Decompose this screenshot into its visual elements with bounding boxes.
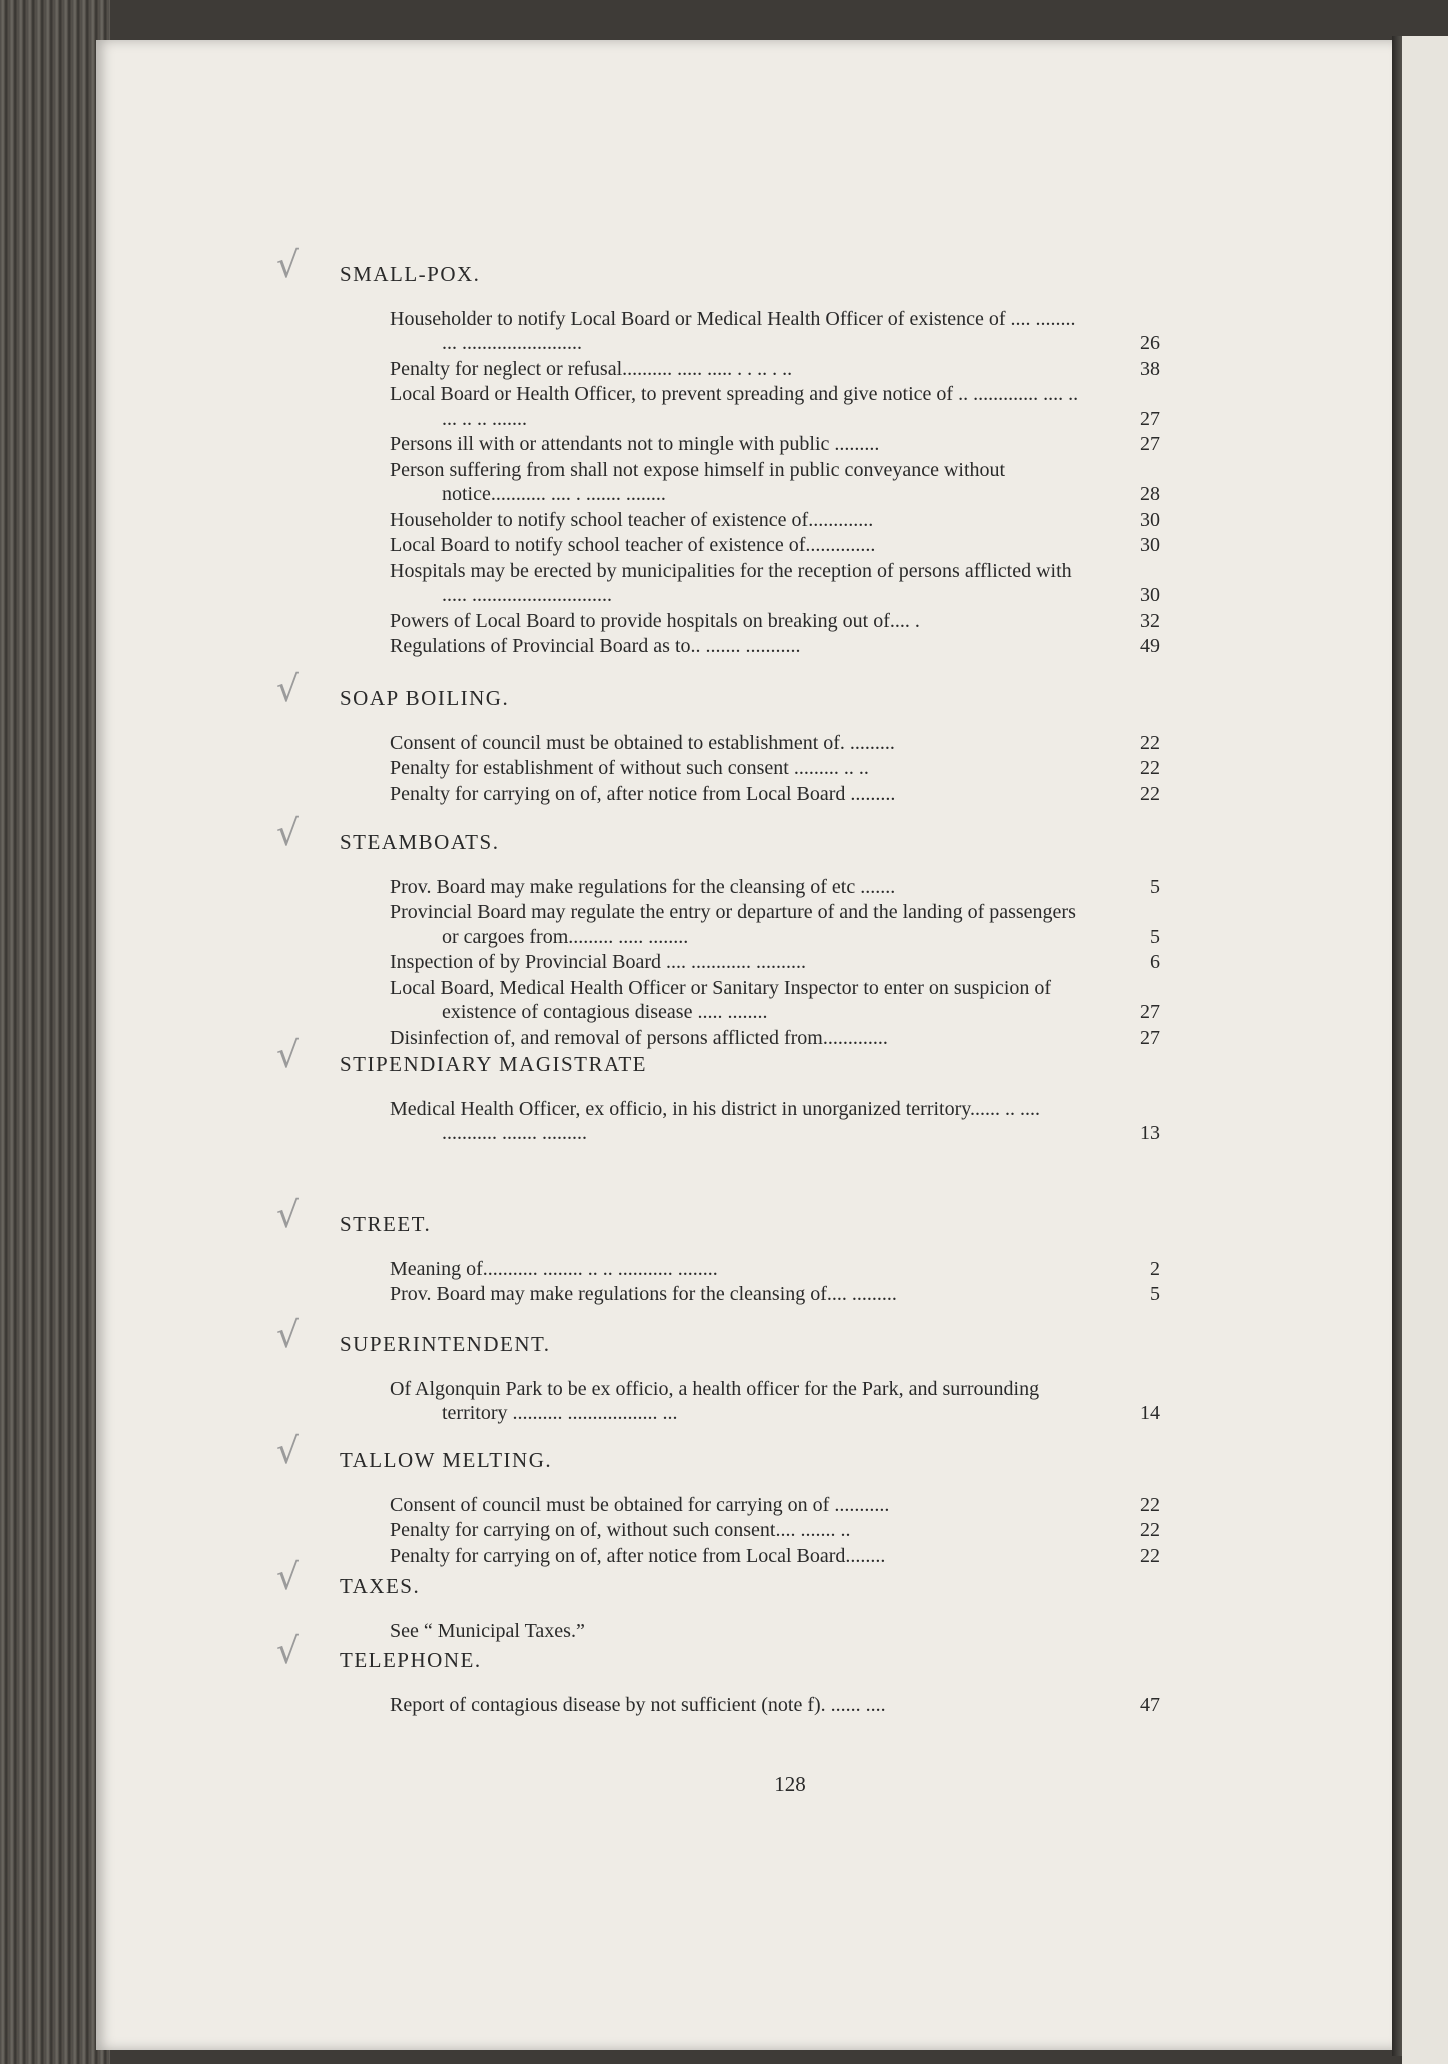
entry-page-number: 26: [1140, 332, 1160, 354]
entry-text: Regulations of Provincial Board as to.. ....... ...........: [390, 635, 801, 657]
index-entry: [390, 782, 1160, 807]
page-gutter: [1392, 36, 1402, 2056]
index-entry: [390, 1518, 1160, 1543]
entry-page-number: 22: [1140, 1493, 1160, 1516]
entry-page-number: 22: [1140, 782, 1160, 805]
entry-text: See “ Municipal Taxes.”: [390, 1619, 585, 1642]
entry-page-number: 28: [1140, 483, 1160, 505]
entry-text: Householder to notify Local Board or Medical Health Officer of existence of .... ........ ... ........................: [390, 307, 1076, 354]
index-entry: [390, 634, 1160, 659]
entry-text: Person suffering from shall not expose himself in public conveyance without notice........... .... . ....... ........: [390, 458, 1006, 505]
index-entry: [390, 875, 1160, 900]
entry-page-number: 32: [1140, 609, 1160, 632]
entry-page-number: 22: [1140, 731, 1160, 754]
page-number: 128: [774, 1772, 806, 1796]
entry-page-number: 30: [1140, 508, 1160, 531]
entry-list: [340, 1257, 1160, 1307]
index-section: [276, 1631, 1160, 1718]
entry-page-number: 2: [1150, 1257, 1160, 1280]
entry-list: [340, 1619, 1160, 1644]
index-entry: [390, 432, 1160, 457]
entry-text: Householder to notify school teacher of existence of.............: [390, 508, 874, 531]
index-entry: [390, 357, 1160, 382]
check-mark-icon: √: [276, 1035, 299, 1076]
entry-text: Local Board or Health Officer, to prevent spreading and give notice of .. ............. .... .. ... .. .. .......: [390, 383, 1079, 430]
index-entry: [390, 533, 1160, 558]
index-entry: [390, 1544, 1160, 1569]
index-entry: [390, 1693, 1160, 1718]
index-section: [276, 669, 1160, 807]
index-entry: [390, 1619, 1160, 1644]
entry-text: Persons ill with or attendants not to mingle with public .........: [390, 433, 880, 455]
entry-page-number: 27: [1140, 433, 1160, 455]
index-entry: [390, 1097, 1160, 1146]
section-heading: TAXES.: [340, 1574, 421, 1598]
facing-page-edge: [1402, 36, 1448, 2064]
entry-text: Prov. Board may make regulations for the cleansing of etc .......: [390, 875, 896, 898]
section-heading: TALLOW MELTING.: [340, 1448, 553, 1472]
entry-text: Disinfection of, and removal of persons afflicted from.............: [390, 1026, 888, 1049]
entry-page-number: 27: [1140, 1026, 1160, 1049]
index-entry: [390, 1493, 1160, 1518]
index-entry: [390, 458, 1160, 507]
entry-page-number: 22: [1140, 757, 1160, 779]
index-section: [276, 245, 1160, 660]
entry-text: Local Board to notify school teacher of existence of..............: [390, 534, 876, 556]
entry-page-number: 5: [1150, 875, 1160, 898]
index-entry: [390, 731, 1160, 756]
index-entry: [390, 609, 1160, 634]
entry-page-number: 27: [1140, 1001, 1160, 1023]
entry-list: [340, 1377, 1160, 1426]
check-mark-icon: √: [276, 1315, 299, 1356]
index-entry: [390, 307, 1160, 356]
section-heading: STIPENDIARY MAGISTRATE: [340, 1052, 647, 1076]
index-entry: [390, 559, 1160, 608]
entry-text: Hospitals may be erected by municipalities for the reception of persons afflicted with ..... ............................: [390, 559, 1072, 606]
entry-list: [340, 731, 1160, 807]
index-entry: [390, 900, 1160, 949]
entry-text: Consent of council must be obtained for carrying on of ...........: [390, 1493, 890, 1516]
section-heading: STREET.: [340, 1212, 432, 1236]
index-section: [276, 1557, 1160, 1644]
entry-text: Meaning of........... ........ .. .. ........... ........: [390, 1257, 718, 1280]
index-entry: [390, 1377, 1160, 1426]
entry-page-number: 6: [1150, 951, 1160, 973]
section-heading: TELEPHONE.: [340, 1648, 482, 1672]
index-entry: [390, 1257, 1160, 1282]
entry-page-number: 22: [1140, 1544, 1160, 1567]
entry-text: Penalty for carrying on of, without such consent.... ....... ..: [390, 1519, 851, 1541]
index-entry: [390, 382, 1160, 431]
entry-page-number: 13: [1140, 1122, 1160, 1144]
entry-text: Penalty for carrying on of, after notice from Local Board .........: [390, 782, 896, 805]
check-mark-icon: √: [276, 669, 299, 710]
entry-page-number: 5: [1150, 925, 1160, 948]
entry-page-number: 30: [1140, 534, 1160, 556]
entry-text: Powers of Local Board to provide hospitals on breaking out of.... .: [390, 609, 920, 632]
entry-text: Consent of council must be obtained to establishment of. .........: [390, 731, 895, 754]
entry-text: Prov. Board may make regulations for the cleansing of.... .........: [390, 1283, 897, 1305]
entry-text: Of Algonquin Park to be ex officio, a health officer for the Park, and surrounding territory .......... .................. ...: [390, 1377, 1040, 1424]
entry-page-number: 22: [1140, 1519, 1160, 1541]
entry-page-number: 14: [1140, 1402, 1160, 1424]
check-mark-icon: √: [276, 245, 299, 286]
check-mark-icon: √: [276, 813, 299, 854]
entry-list: [340, 875, 1160, 1051]
entry-page-number: 38: [1140, 357, 1160, 380]
entry-page-number: 49: [1140, 635, 1160, 657]
entry-text: Medical Health Officer, ex officio, in his district in unorganized territory...... .. .... ........... ....... .........: [390, 1097, 1040, 1144]
check-mark-icon: √: [276, 1195, 299, 1236]
entry-page-number: 5: [1150, 1283, 1160, 1305]
section-heading: STEAMBOATS.: [340, 830, 500, 854]
entry-text: Penalty for neglect or refusal.......... ..... ..... . . .. . ..: [390, 357, 793, 380]
entry-text: Provincial Board may regulate the entry or departure of and the landing of passengers or cargoes from......... ..... ........: [390, 901, 1076, 948]
entry-list: [340, 1493, 1160, 1569]
check-mark-icon: √: [276, 1557, 299, 1598]
entry-text: Report of contagious disease by not sufficient (note f). ...... ....: [390, 1693, 886, 1716]
index-entry: [390, 1026, 1160, 1051]
index-entry: [390, 508, 1160, 533]
entry-text: Penalty for establishment of without such consent ......... .. ..: [390, 757, 869, 779]
index-section: [276, 813, 1160, 1051]
entry-page-number: 27: [1140, 407, 1160, 430]
entry-page-number: 30: [1140, 584, 1160, 606]
entry-list: [340, 1097, 1160, 1146]
section-heading: SUPERINTENDENT.: [340, 1332, 551, 1356]
entry-text: Penalty for carrying on of, after notice from Local Board........: [390, 1544, 886, 1567]
section-heading: SOAP BOILING.: [340, 686, 510, 710]
book-page-edges: [0, 0, 110, 2064]
index-section: [276, 1431, 1160, 1569]
entry-text: Inspection of by Provincial Board .... ............ ..........: [390, 951, 807, 973]
index-entry: [390, 976, 1160, 1025]
entry-page-number: 47: [1140, 1693, 1160, 1716]
entry-text: Local Board, Medical Health Officer or Sanitary Inspector to enter on suspicion of existence of contagious disease ..... ........: [390, 976, 1052, 1023]
entry-list: [340, 307, 1160, 659]
index-entry: [390, 756, 1160, 781]
section-heading: SMALL-POX.: [340, 262, 481, 286]
entry-list: [340, 1693, 1160, 1718]
check-mark-icon: √: [276, 1631, 299, 1672]
index-entry: [390, 1282, 1160, 1307]
index-section: [276, 1315, 1160, 1427]
index-entry: [390, 950, 1160, 975]
check-mark-icon: √: [276, 1431, 299, 1472]
index-section: [276, 1195, 1160, 1308]
